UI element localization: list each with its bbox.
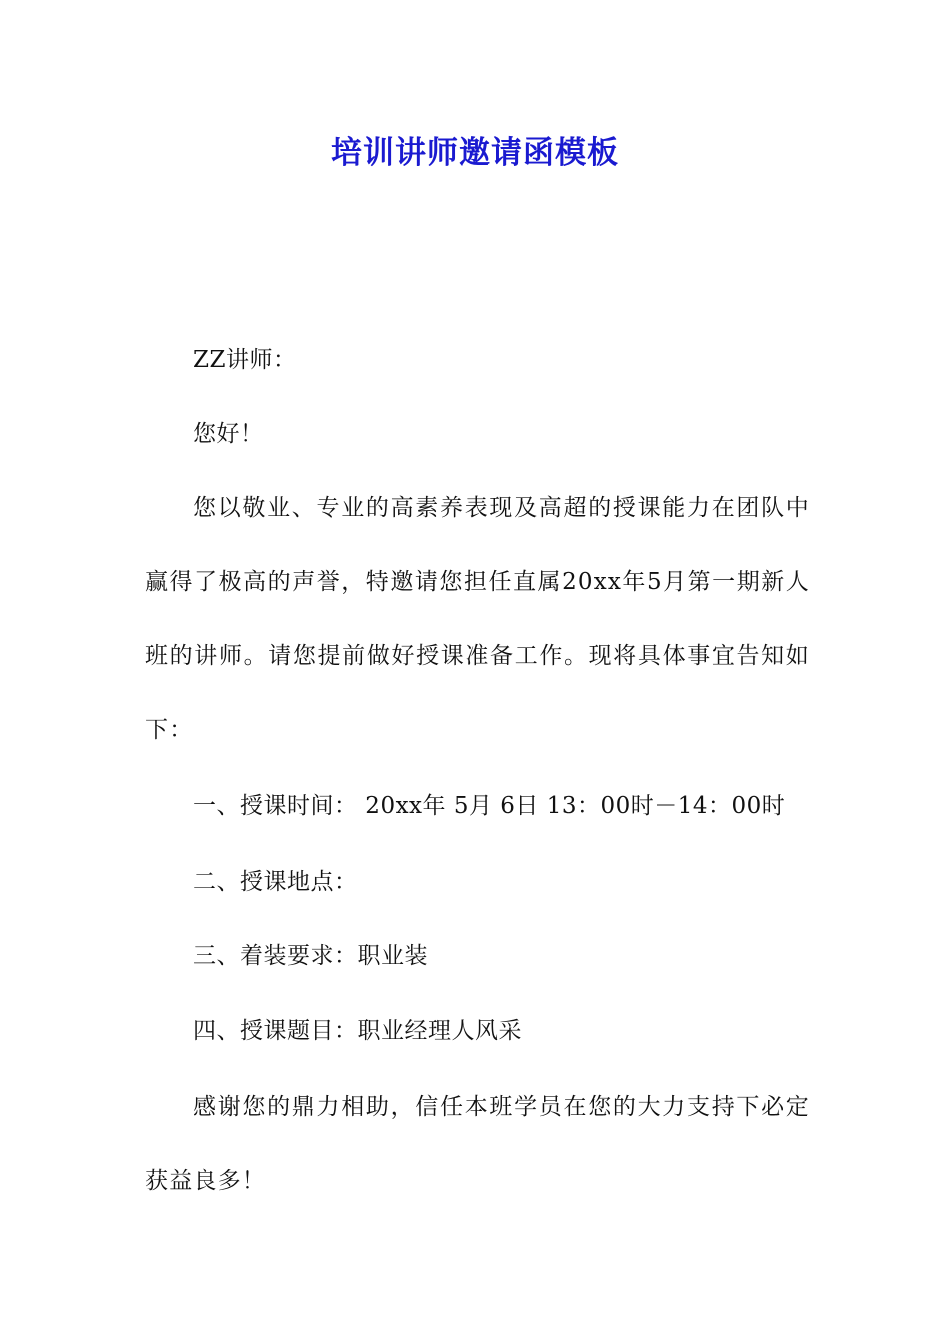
document-title: 培训讲师邀请函模板 [331,135,619,171]
closing-paragraph: 感谢您的鼎力相助，信任本班学员在您的大力支持下必定获益良多！ [145,1094,810,1194]
intro-paragraph: 您以敬业、专业的高素养表现及高超的授课能力在团队中赢得了极高的声誉，特邀请您担任直属20xx年5月第一期新人班的讲师。请您提前做好授课准备工作。现将具体事宜告知如下： [145,495,810,743]
item-topic: 四、授课题目：职业经理人风采 [193,1018,522,1044]
greeting: 您好！ [193,421,264,447]
item-dress-code: 三、着装要求：职业装 [193,943,428,969]
item-location: 二、授课地点： [193,869,358,895]
item-time: 一、授课时间： 20xx年 5月 6日 13：00时－14：00时 [193,793,786,819]
salutation: ZZ讲师： [193,347,297,373]
